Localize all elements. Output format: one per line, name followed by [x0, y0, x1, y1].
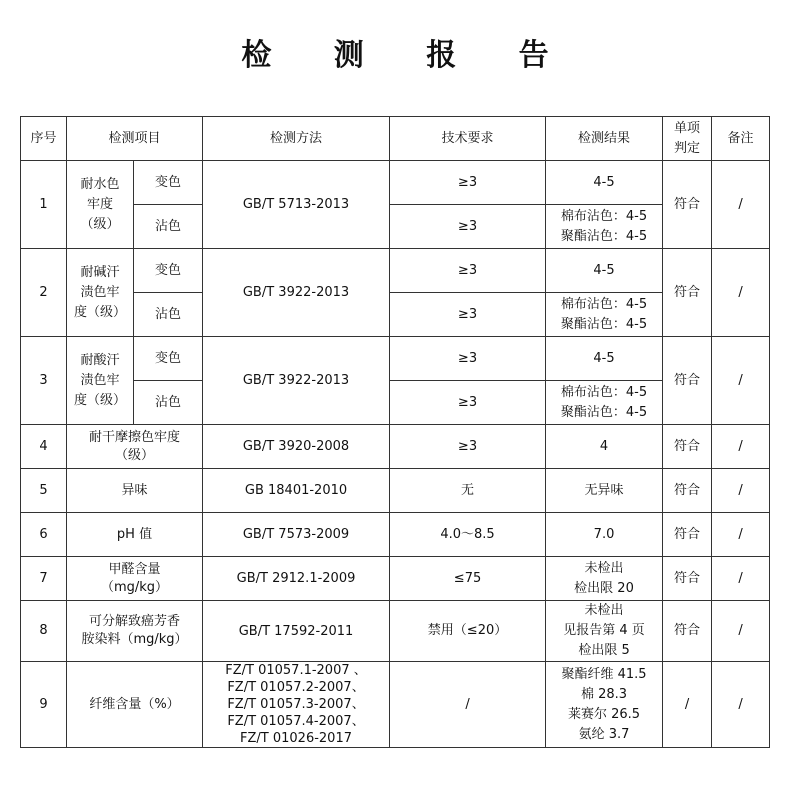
requirement: ≥3 [390, 425, 546, 469]
requirement: ≥3 [390, 161, 546, 205]
table-row [21, 337, 770, 381]
table-row [21, 205, 770, 249]
test-method: GB/T 5713-2013 [203, 161, 390, 249]
remark: / [712, 469, 770, 513]
requirement: ≥3 [390, 381, 546, 425]
test-result: 7.0 [546, 513, 663, 557]
judgement: 符合 [663, 337, 712, 425]
item-number: 9 [21, 662, 67, 748]
test-result: 聚酯纤维 41.5 棉 28.3 莱赛尔 26.5 氨纶 3.7 [546, 662, 663, 748]
table-row [21, 601, 770, 662]
item-name: 异味 [67, 469, 203, 513]
item-name: 耐碱汗 渍色牢 度（级） [67, 249, 134, 337]
test-method: GB/T 3922-2013 [203, 337, 390, 425]
test-result: 棉布沾色：4-5 聚酯沾色：4-5 [546, 381, 663, 425]
judgement: 符合 [663, 249, 712, 337]
test-method: GB 18401-2010 [203, 469, 390, 513]
remark: / [712, 161, 770, 249]
item-name: 甲醛含量 （mg/kg） [67, 557, 203, 601]
sub-item-label: 沾色 [134, 205, 203, 249]
requirement: ≤75 [390, 557, 546, 601]
item-number: 6 [21, 513, 67, 557]
test-result: 4 [546, 425, 663, 469]
remark: / [712, 557, 770, 601]
requirement: 无 [390, 469, 546, 513]
table-row [21, 425, 770, 469]
table-row [21, 249, 770, 293]
table-row [21, 662, 770, 748]
test-results-table [20, 116, 770, 748]
requirement: 禁用（≤20） [390, 601, 546, 662]
sub-item-label: 沾色 [134, 293, 203, 337]
header-cell-judgement: 单项 判定 [663, 117, 712, 161]
test-result: 4-5 [546, 337, 663, 381]
test-result: 4-5 [546, 161, 663, 205]
item-name: 耐水色 牢度 （级） [67, 161, 134, 249]
test-result: 4-5 [546, 249, 663, 293]
requirement: / [390, 662, 546, 748]
item-number: 3 [21, 337, 67, 425]
header-cell-no: 序号 [21, 117, 67, 161]
item-number: 8 [21, 601, 67, 662]
header-cell-result: 检测结果 [546, 117, 663, 161]
test-method: GB/T 17592-2011 [203, 601, 390, 662]
item-number: 4 [21, 425, 67, 469]
item-number: 7 [21, 557, 67, 601]
judgement: 符合 [663, 469, 712, 513]
requirement: ≥3 [390, 293, 546, 337]
test-result: 未检出 检出限 20 [546, 557, 663, 601]
item-name: pH 值 [67, 513, 203, 557]
item-name: 可分解致癌芳香 胺染料（mg/kg） [67, 601, 203, 662]
table-row [21, 161, 770, 205]
table-row [21, 469, 770, 513]
remark: / [712, 337, 770, 425]
sub-item-label: 变色 [134, 337, 203, 381]
table-row [21, 381, 770, 425]
table-row [21, 513, 770, 557]
judgement: 符合 [663, 601, 712, 662]
remark: / [712, 249, 770, 337]
item-number: 2 [21, 249, 67, 337]
judgement: 符合 [663, 161, 712, 249]
remark: / [712, 601, 770, 662]
sub-item-label: 变色 [134, 161, 203, 205]
header-cell-method: 检测方法 [203, 117, 390, 161]
judgement: 符合 [663, 425, 712, 469]
requirement: ≥3 [390, 249, 546, 293]
header-cell-requirement: 技术要求 [390, 117, 546, 161]
test-method: FZ/T 01057.1-2007 、 FZ/T 01057.2-2007、 FZ/T 01057.3-2007、 FZ/T 01057.4-2007、 FZ/T 01026-2017 [203, 662, 390, 748]
test-method: GB/T 7573-2009 [203, 513, 390, 557]
remark: / [712, 425, 770, 469]
requirement: 4.0～8.5 [390, 513, 546, 557]
requirement: ≥3 [390, 337, 546, 381]
header-cell-remark: 备注 [712, 117, 770, 161]
report-title: 检 测 报 告 [241, 38, 575, 73]
item-number: 5 [21, 469, 67, 513]
item-name: 纤维含量（%） [67, 662, 203, 748]
remark: / [712, 662, 770, 748]
test-method: GB/T 2912.1-2009 [203, 557, 390, 601]
judgement: 符合 [663, 513, 712, 557]
test-method: GB/T 3922-2013 [203, 249, 390, 337]
table-row [21, 557, 770, 601]
header-cell-item: 检测项目 [67, 117, 203, 161]
header-row [21, 117, 770, 161]
test-method: GB/T 3920-2008 [203, 425, 390, 469]
sub-item-label: 沾色 [134, 381, 203, 425]
item-name: 耐干摩擦色牢度 （级） [67, 425, 203, 469]
test-result: 棉布沾色：4-5 聚酯沾色：4-5 [546, 205, 663, 249]
sub-item-label: 变色 [134, 249, 203, 293]
test-result: 无异味 [546, 469, 663, 513]
requirement: ≥3 [390, 205, 546, 249]
table-row [21, 293, 770, 337]
judgement: / [663, 662, 712, 748]
remark: / [712, 513, 770, 557]
judgement: 符合 [663, 557, 712, 601]
item-number: 1 [21, 161, 67, 249]
test-result: 棉布沾色：4-5 聚酯沾色：4-5 [546, 293, 663, 337]
test-result: 未检出 见报告第 4 页 检出限 5 [546, 601, 663, 662]
item-name: 耐酸汗 渍色牢 度（级） [67, 337, 134, 425]
